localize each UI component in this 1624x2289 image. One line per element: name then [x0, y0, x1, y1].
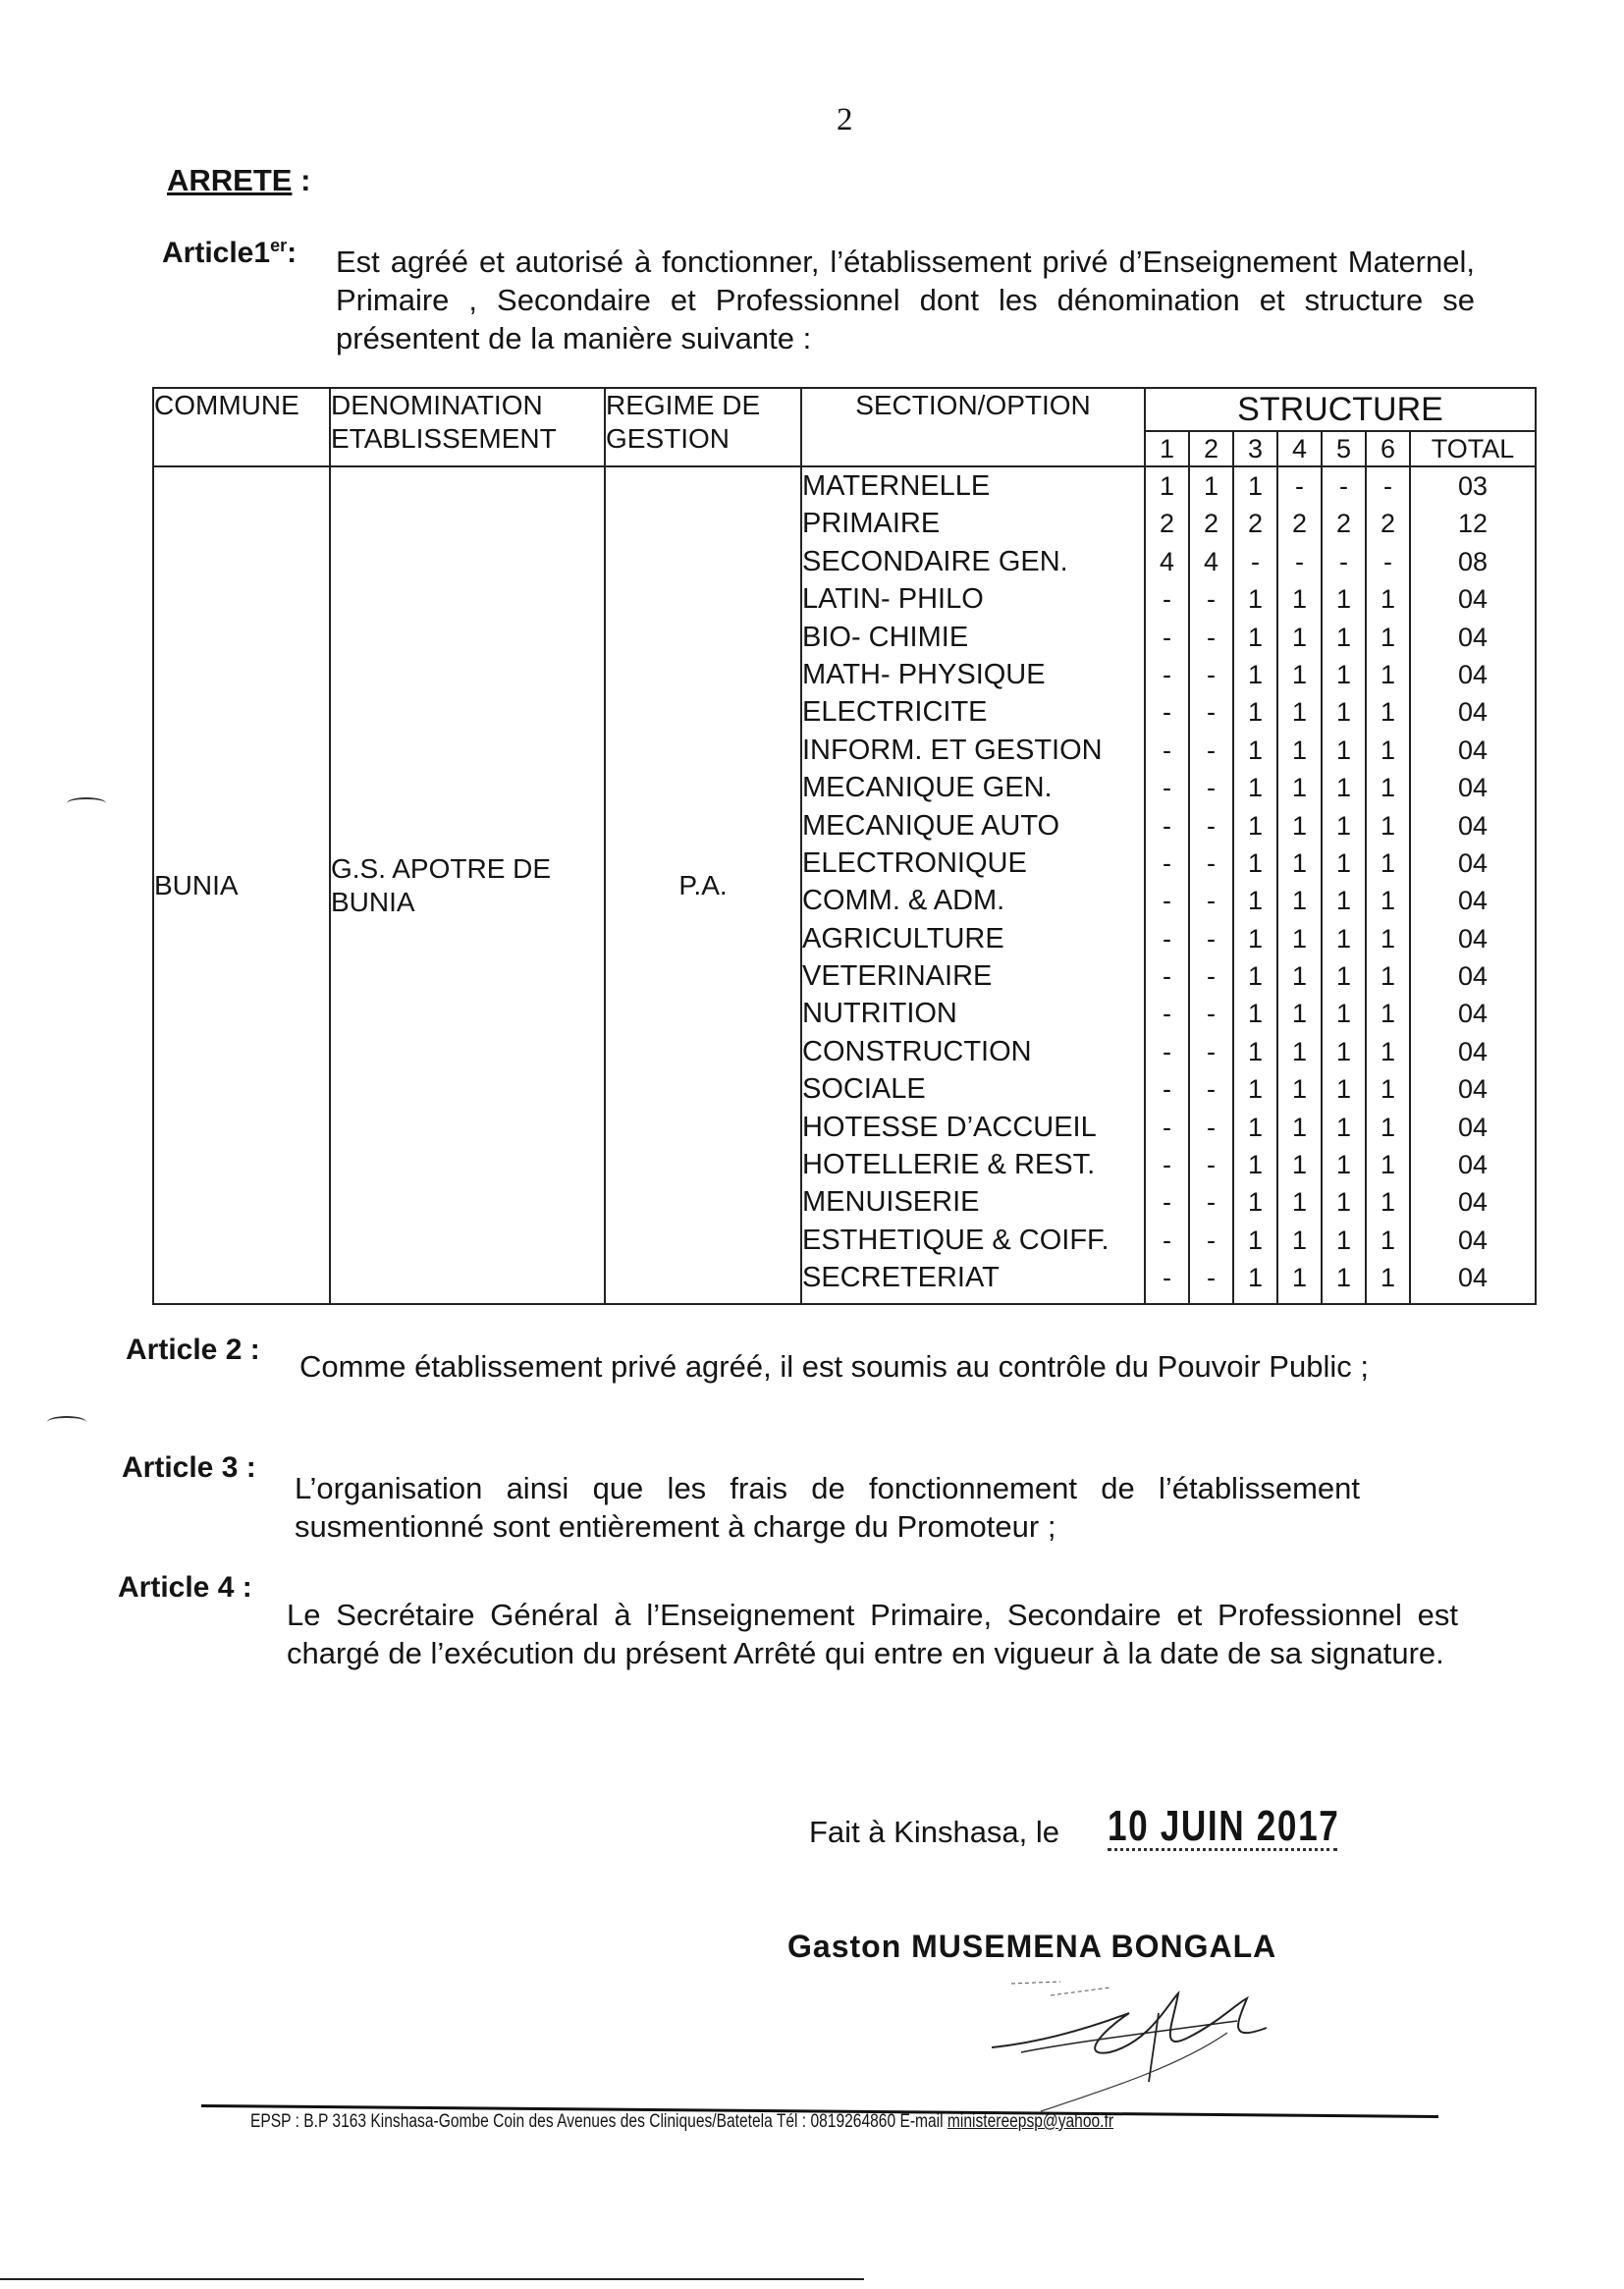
year-3-value: 1	[1247, 1150, 1264, 1180]
year-1-value: 4	[1159, 546, 1175, 576]
year-5-value: 1	[1335, 1187, 1352, 1218]
year-4-value: -	[1295, 471, 1304, 501]
year-2-value: -	[1207, 923, 1216, 954]
year-6-value: 1	[1380, 1263, 1396, 1293]
year-6-value: 1	[1380, 622, 1396, 652]
year-4-value: 1	[1291, 1036, 1308, 1066]
total-value: 04	[1457, 999, 1489, 1029]
year-2-value: -	[1207, 1187, 1216, 1218]
option-item: LATIN- PHILO	[802, 583, 984, 616]
year-1-value: -	[1163, 961, 1171, 992]
article2-label: Article 2 :	[126, 1334, 260, 1366]
option-item: HOTESSE D’ACCUEIL	[802, 1111, 1097, 1143]
footer-address	[250, 2111, 1113, 2133]
year-2-column	[1189, 466, 1233, 1304]
year-6-value: 1	[1380, 584, 1396, 615]
heading-colon: :	[292, 163, 311, 197]
year-4-value: 1	[1291, 1112, 1308, 1142]
year-4-value: 1	[1291, 1074, 1308, 1105]
total-value: 04	[1457, 961, 1489, 992]
total-value: 04	[1457, 1150, 1489, 1180]
header-year-6: 6	[1366, 431, 1410, 466]
year-6-value: 1	[1380, 773, 1396, 803]
year-4-column	[1277, 466, 1322, 1304]
total-value: 03	[1457, 471, 1489, 501]
year-5-value: 1	[1335, 773, 1352, 803]
year-1-value: -	[1163, 584, 1171, 615]
year-3-value: 2	[1247, 509, 1264, 539]
year-5-value: -	[1339, 546, 1348, 576]
year-3-value: 1	[1247, 886, 1264, 916]
option-item: BIO- CHIMIE	[802, 621, 969, 653]
year-5-column	[1322, 466, 1366, 1304]
year-5-value: 1	[1335, 886, 1352, 916]
year-1-value: -	[1163, 1150, 1171, 1180]
year-2-value: -	[1207, 847, 1216, 878]
year-6-value: 1	[1380, 1112, 1396, 1142]
year-6-value: 2	[1380, 509, 1396, 539]
article1-label-colon: :	[287, 237, 298, 269]
year-6-value: 1	[1380, 1225, 1396, 1255]
article1-label-text: Article1	[162, 237, 271, 269]
header-total: TOTAL	[1410, 431, 1536, 466]
option-item: MATH- PHYSIQUE	[802, 658, 1046, 690]
year-3-value: 1	[1247, 735, 1264, 765]
total-value: 04	[1457, 1225, 1489, 1255]
scan-punch-mark	[47, 1416, 86, 1428]
year-6-value: 1	[1380, 1150, 1396, 1180]
option-item: SOCIALE	[802, 1073, 926, 1106]
year-2-value: -	[1207, 659, 1216, 689]
year-5-value: 1	[1335, 697, 1352, 728]
year-5-value: 1	[1335, 622, 1352, 652]
year-6-value: -	[1383, 471, 1392, 501]
total-value: 08	[1457, 546, 1489, 576]
year-4-value: 1	[1291, 584, 1308, 615]
year-4-value: 1	[1291, 999, 1308, 1029]
year-2-value: 2	[1203, 509, 1219, 539]
year-6-value: 1	[1380, 810, 1396, 841]
total-value: 04	[1457, 584, 1489, 615]
option-item: SECRETERIAT	[802, 1262, 1000, 1294]
year-3-value: 1	[1247, 1187, 1264, 1218]
year-1-value: -	[1163, 1187, 1171, 1218]
place-line: Fait à Kinshasa, le	[809, 1815, 1060, 1849]
year-3-value: 1	[1247, 1225, 1264, 1255]
year-4-value: 1	[1291, 1150, 1308, 1180]
year-3-value: 1	[1247, 1112, 1264, 1142]
year-1-value: 1	[1159, 471, 1175, 501]
heading-title: ARRETE	[167, 163, 293, 197]
year-5-value: 1	[1335, 584, 1352, 615]
year-2-value: -	[1207, 810, 1216, 841]
year-4-value: 1	[1291, 923, 1308, 954]
year-2-value: -	[1207, 584, 1216, 615]
cell-commune: BUNIA	[153, 466, 330, 1304]
option-item: ELECTRICITE	[802, 696, 988, 729]
article4-label: Article 4 :	[118, 1571, 252, 1604]
total-value: 04	[1457, 810, 1489, 841]
scan-punch-mark	[67, 797, 106, 809]
year-2-value: -	[1207, 999, 1216, 1029]
year-3-value: 1	[1247, 923, 1264, 954]
header-year-3: 3	[1233, 431, 1277, 466]
year-2-value: -	[1207, 1150, 1216, 1180]
total-column	[1410, 466, 1536, 1304]
year-1-value: -	[1163, 735, 1171, 765]
article1-label-sup: er	[270, 236, 288, 255]
header-commune: COMMUNE	[153, 388, 330, 466]
header-structure: STRUCTURE	[1145, 388, 1536, 431]
year-4-value: 1	[1291, 773, 1308, 803]
year-1-value: 2	[1159, 509, 1175, 539]
year-3-value: 1	[1247, 1036, 1264, 1066]
year-6-value: 1	[1380, 735, 1396, 765]
header-year-5: 5	[1322, 431, 1366, 466]
total-value: 04	[1457, 697, 1489, 728]
total-value: 04	[1457, 622, 1489, 652]
year-3-value: 1	[1247, 961, 1264, 992]
year-4-value: 1	[1291, 659, 1308, 689]
scan-edge-line	[0, 2278, 864, 2280]
year-4-value: 1	[1291, 735, 1308, 765]
year-1-value: -	[1163, 697, 1171, 728]
year-3-value: 1	[1247, 773, 1264, 803]
total-value: 04	[1457, 659, 1489, 689]
total-value: 04	[1457, 1112, 1489, 1142]
option-item: MATERNELLE	[802, 470, 991, 502]
year-4-value: 1	[1291, 810, 1308, 841]
year-1-value: -	[1163, 1112, 1171, 1142]
total-value: 04	[1457, 735, 1489, 765]
option-list	[801, 466, 1145, 1304]
year-5-value: 2	[1335, 509, 1352, 539]
year-2-value: -	[1207, 961, 1216, 992]
cell-denomination: G.S. APOTRE DE BUNIA	[330, 466, 605, 1304]
year-1-value: -	[1163, 999, 1171, 1029]
year-1-value: -	[1163, 622, 1171, 652]
year-1-column	[1145, 466, 1189, 1304]
year-2-value: -	[1207, 1036, 1216, 1066]
year-4-value: 1	[1291, 1225, 1308, 1255]
year-3-value: 1	[1247, 471, 1264, 501]
option-item: VETERINAIRE	[802, 960, 993, 993]
year-1-value: -	[1163, 810, 1171, 841]
header-year-4: 4	[1277, 431, 1322, 466]
year-1-value: -	[1163, 1036, 1171, 1066]
year-2-value: -	[1207, 1263, 1216, 1293]
year-5-value: 1	[1335, 735, 1352, 765]
article3-text: L’organisation ainsi que les frais de fonctionnement de l’établissement susmentionné sont entièrement à charge du Promoteur ;	[295, 1471, 1360, 1544]
article3-label: Article 3 :	[122, 1451, 256, 1484]
year-5-value: 1	[1335, 1112, 1352, 1142]
year-5-value: 1	[1335, 1036, 1352, 1066]
year-3-value: 1	[1247, 999, 1264, 1029]
year-6-value: 1	[1380, 923, 1396, 954]
year-6-value: -	[1383, 546, 1392, 576]
total-value: 04	[1457, 1074, 1489, 1105]
option-item: MENUISERIE	[802, 1186, 980, 1219]
article1-text: Est agréé et autorisé à fonctionner, l’établissement privé d’Enseignement Maternel, Primaire , Secondaire et Professionnel dont les dénomination et structure se présentent de la manière suivante :	[336, 245, 1475, 355]
header-section-option: SECTION/OPTION	[801, 388, 1145, 466]
year-3-value: 1	[1247, 1074, 1264, 1105]
year-3-value: 1	[1247, 697, 1264, 728]
year-4-value: -	[1295, 546, 1304, 576]
footer-address-text: EPSP : B.P 3163 Kinshasa-Gombe Coin des Avenues des Cliniques/Batetela Tél : 0819264860 E-mail	[250, 2111, 944, 2132]
decree-heading	[167, 163, 310, 198]
year-4-value: 2	[1291, 509, 1308, 539]
year-5-value: 1	[1335, 1150, 1352, 1180]
year-3-value: 1	[1247, 659, 1264, 689]
total-value: 04	[1457, 1187, 1489, 1218]
year-3-value: 1	[1247, 847, 1264, 878]
year-6-value: 1	[1380, 961, 1396, 992]
footer-email[interactable]: ministereepsp@yahoo.fr	[947, 2111, 1114, 2132]
year-2-value: -	[1207, 1074, 1216, 1105]
year-5-value: 1	[1335, 1074, 1352, 1105]
year-4-value: 1	[1291, 1263, 1308, 1293]
option-item: SECONDAIRE GEN.	[802, 545, 1068, 577]
year-5-value: 1	[1335, 923, 1352, 954]
year-2-value: -	[1207, 1225, 1216, 1255]
year-4-value: 1	[1291, 886, 1308, 916]
year-3-value: 1	[1247, 810, 1264, 841]
year-2-value: -	[1207, 886, 1216, 916]
handwritten-signature	[982, 1974, 1306, 2121]
date-stamp: 10 JUIN 2017	[1108, 1802, 1340, 1850]
year-6-value: 1	[1380, 1036, 1396, 1066]
header-year-1: 1	[1145, 431, 1189, 466]
cell-regime: P.A.	[605, 466, 801, 1304]
article1-label	[162, 236, 297, 270]
year-3-column	[1233, 466, 1277, 1304]
option-item: ELECTRONIQUE	[802, 846, 1027, 879]
year-4-value: 1	[1291, 622, 1308, 652]
article2-text: Comme établissement privé agréé, il est soumis au contrôle du Pouvoir Public ;	[299, 1349, 1369, 1384]
year-5-value: 1	[1335, 999, 1352, 1029]
signer-name: Gaston MUSEMENA BONGALA	[787, 1929, 1277, 1964]
year-1-value: -	[1163, 1074, 1171, 1105]
year-1-value: -	[1163, 659, 1171, 689]
option-item: NUTRITION	[802, 998, 957, 1030]
header-denomination: DENOMINATION ETABLISSEMENT	[330, 388, 605, 466]
year-2-value: -	[1207, 735, 1216, 765]
year-1-value: -	[1163, 886, 1171, 916]
structure-table	[152, 387, 1537, 1305]
year-6-value: 1	[1380, 1187, 1396, 1218]
year-1-value: -	[1163, 773, 1171, 803]
option-item: MECANIQUE GEN.	[802, 772, 1053, 804]
option-item: INFORM. ET GESTION	[802, 734, 1103, 766]
total-value: 04	[1457, 847, 1489, 878]
year-2-value: -	[1207, 697, 1216, 728]
year-4-value: 1	[1291, 697, 1308, 728]
option-item: HOTELLERIE & REST.	[802, 1149, 1096, 1181]
total-value: 04	[1457, 1036, 1489, 1066]
year-2-value: -	[1207, 622, 1216, 652]
year-6-value: 1	[1380, 659, 1396, 689]
year-4-value: 1	[1291, 961, 1308, 992]
year-5-value: 1	[1335, 1263, 1352, 1293]
year-2-value: 4	[1203, 546, 1219, 576]
total-value: 04	[1457, 773, 1489, 803]
year-1-value: -	[1163, 923, 1171, 954]
option-item: AGRICULTURE	[802, 922, 1004, 954]
year-6-value: 1	[1380, 847, 1396, 878]
year-6-value: 1	[1380, 886, 1396, 916]
year-5-value: 1	[1335, 961, 1352, 992]
page-number: 2	[837, 102, 853, 137]
year-2-value: 1	[1203, 471, 1219, 501]
option-item: COMM. & ADM.	[802, 885, 1005, 917]
header-year-2: 2	[1189, 431, 1233, 466]
year-2-value: -	[1207, 1112, 1216, 1142]
year-6-column	[1366, 466, 1410, 1304]
option-item: ESTHETIQUE & COIFF.	[802, 1224, 1110, 1256]
year-6-value: 1	[1380, 1074, 1396, 1105]
year-3-value: 1	[1247, 584, 1264, 615]
year-3-value: -	[1251, 546, 1260, 576]
year-6-value: 1	[1380, 999, 1396, 1029]
year-5-value: 1	[1335, 810, 1352, 841]
year-5-value: 1	[1335, 659, 1352, 689]
article4-text: Le Secrétaire Général à l’Enseignement Primaire, Secondaire et Professionnel est chargé de l’exécution du présent Arrêté qui entre en vigueur à la date de sa signature.	[287, 1598, 1458, 1670]
option-item: CONSTRUCTION	[802, 1035, 1032, 1067]
year-6-value: 1	[1380, 697, 1396, 728]
year-2-value: -	[1207, 773, 1216, 803]
total-value: 04	[1457, 1263, 1489, 1293]
total-value: 04	[1457, 886, 1489, 916]
option-item: PRIMAIRE	[802, 508, 941, 540]
year-5-value: 1	[1335, 847, 1352, 878]
year-5-value: -	[1339, 471, 1348, 501]
total-value: 04	[1457, 923, 1489, 954]
year-3-value: 1	[1247, 1263, 1264, 1293]
year-4-value: 1	[1291, 847, 1308, 878]
year-3-value: 1	[1247, 622, 1264, 652]
year-1-value: -	[1163, 847, 1171, 878]
year-5-value: 1	[1335, 1225, 1352, 1255]
year-1-value: -	[1163, 1225, 1171, 1255]
total-value: 12	[1457, 509, 1489, 539]
year-1-value: -	[1163, 1263, 1171, 1293]
option-item: MECANIQUE AUTO	[802, 809, 1060, 842]
year-4-value: 1	[1291, 1187, 1308, 1218]
header-regime: REGIME DE GESTION	[605, 388, 801, 466]
